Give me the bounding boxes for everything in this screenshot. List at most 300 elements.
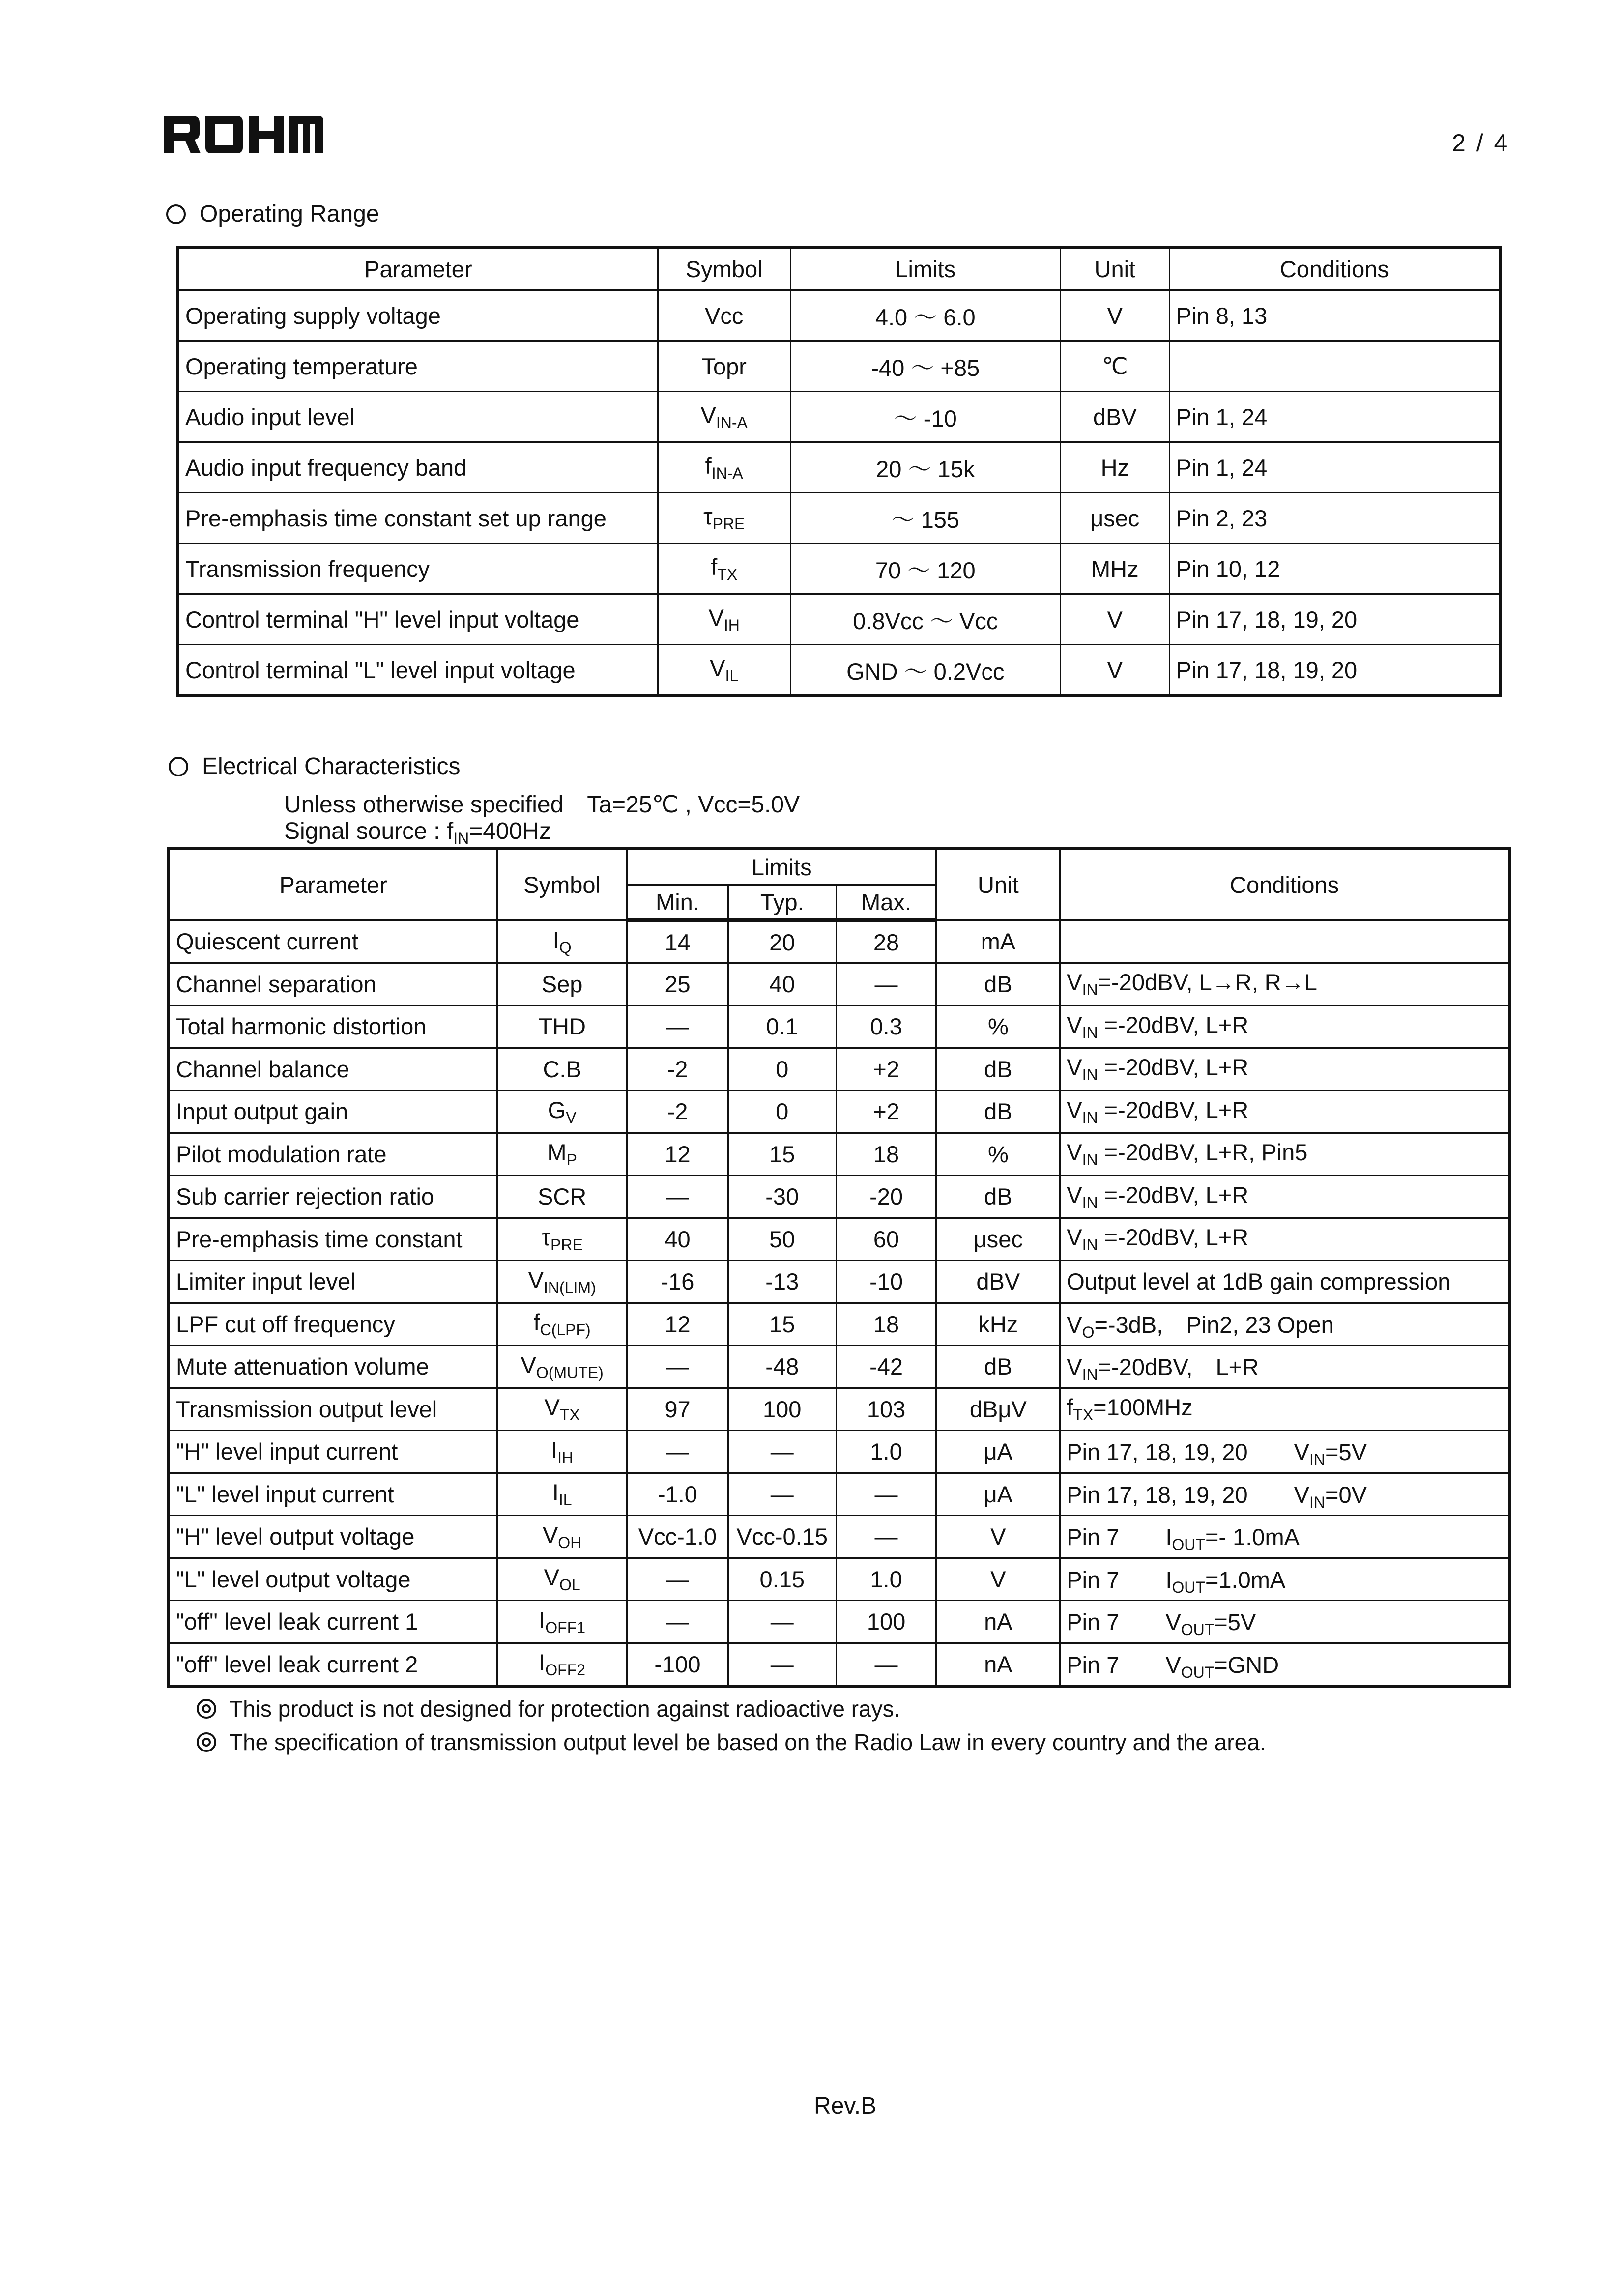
col-header: Unit: [936, 850, 1060, 920]
cell-min: -2: [627, 1091, 728, 1133]
electrical-characteristics-table: [169, 849, 1509, 1686]
condition-subscript: OUT: [1172, 1578, 1205, 1596]
cell-typ: -30: [728, 1176, 836, 1218]
cell-symbol: [497, 963, 627, 1005]
symbol-subscript: P: [566, 1151, 577, 1169]
cell-symbol: [497, 1643, 627, 1686]
symbol-main: V: [521, 1351, 536, 1378]
cell-parameter: Sub carrier rejection ratio: [170, 1176, 497, 1218]
table-row: [170, 1303, 1509, 1346]
cell-conditions: [1060, 1558, 1509, 1601]
symbol-subscript: IN(LIM): [543, 1278, 596, 1296]
table-row: [170, 963, 1509, 1005]
condition-subscript: O: [1082, 1323, 1095, 1341]
cell-conditions: Pin 1, 24: [1169, 442, 1499, 493]
condition-rest: =-20dBV, L+R, Pin5: [1098, 1139, 1308, 1166]
test-conditions: Unless otherwise specified Ta=25℃ , Vcc=5.0V: [284, 792, 800, 818]
table-row: [170, 1473, 1509, 1516]
cell-max: 18: [836, 1303, 936, 1346]
cell-parameter: Pre-emphasis time constant set up range: [179, 493, 658, 544]
cell-limits: ～ -10: [790, 392, 1060, 442]
cell-parameter: LPF cut off frequency: [170, 1303, 497, 1346]
cell-conditions: [1060, 1388, 1509, 1431]
cell-max: -10: [836, 1261, 936, 1303]
cell-parameter: "L" level input current: [170, 1473, 497, 1516]
table-row: [179, 594, 1500, 645]
cell-parameter: "L" level output voltage: [170, 1558, 497, 1601]
table-row: [179, 645, 1500, 695]
cell-min: 12: [627, 1303, 728, 1346]
symbol-main: Topr: [701, 353, 747, 379]
table-row: [170, 1048, 1509, 1091]
cell-parameter: "off" level leak current 2: [170, 1643, 497, 1686]
cell-symbol: [497, 1261, 627, 1303]
symbol-main: f: [711, 554, 718, 580]
cell-symbol: [497, 1431, 627, 1473]
cell-min: -100: [627, 1643, 728, 1686]
cell-typ: —: [728, 1601, 836, 1643]
table-row: [170, 1133, 1509, 1176]
cell-symbol: [658, 493, 790, 544]
cell-conditions: Pin 10, 12: [1169, 544, 1499, 594]
cell-parameter: Control terminal "L" level input voltage: [179, 645, 658, 695]
cell-parameter: "H" level output voltage: [170, 1516, 497, 1558]
condition-subscript: IN: [1082, 1366, 1098, 1384]
symbol-main: C.B: [543, 1056, 581, 1082]
condition-text: Pin 7 I: [1067, 1566, 1172, 1593]
condition-subscript: IN: [1082, 981, 1098, 999]
cell-max: -20: [836, 1176, 936, 1218]
cell-typ: 0: [728, 1091, 836, 1133]
cell-symbol: [658, 544, 790, 594]
condition-text: Pin 17, 18, 19, 20 V: [1067, 1481, 1310, 1508]
cell-parameter: "H" level input current: [170, 1431, 497, 1473]
cell-min: 12: [627, 1133, 728, 1176]
table-row: [170, 1516, 1509, 1558]
cell-min: —: [627, 1176, 728, 1218]
cell-limits: ～ 155: [790, 493, 1060, 544]
cell-unit: μsec: [1060, 493, 1169, 544]
condition-text: V: [1067, 1354, 1082, 1380]
condition-text: Pin 7 V: [1067, 1651, 1181, 1678]
signal-source-value: =400Hz: [469, 818, 551, 844]
col-header: Unit: [1060, 248, 1169, 290]
cell-max: 18: [836, 1133, 936, 1176]
page-number: 2 / 4: [1452, 129, 1510, 157]
revision: Rev.B: [814, 2093, 877, 2119]
col-header: Symbol: [658, 248, 790, 290]
symbol-main: I: [552, 926, 559, 953]
cell-typ: 0: [728, 1048, 836, 1091]
condition-text: V: [1067, 1054, 1082, 1081]
rohm-logo: [162, 112, 324, 155]
cell-symbol: [497, 1091, 627, 1133]
condition-subscript: IN: [1082, 1023, 1098, 1041]
condition-rest: =- 1.0mA: [1205, 1524, 1300, 1550]
condition-rest: =-20dBV, L+R: [1098, 1011, 1249, 1038]
cell-typ: —: [728, 1431, 836, 1473]
table-row: [179, 544, 1500, 594]
symbol-main: τ: [703, 503, 713, 529]
cell-min: —: [627, 1601, 728, 1643]
col-header-limits: Limits: [627, 850, 936, 885]
condition-text: V: [1067, 1011, 1082, 1038]
cell-typ: 15: [728, 1303, 836, 1346]
cell-conditions: [1060, 1643, 1509, 1686]
table-row: [170, 1558, 1509, 1601]
cell-min: -2: [627, 1048, 728, 1091]
symbol-main: V: [528, 1266, 544, 1293]
cell-limits: 20 ～ 15k: [790, 442, 1060, 493]
cell-min: -1.0: [627, 1473, 728, 1516]
cell-conditions: [1060, 1218, 1509, 1261]
cell-parameter: Input output gain: [170, 1091, 497, 1133]
condition-rest: =5V: [1325, 1439, 1367, 1465]
cell-conditions: [1060, 1303, 1509, 1346]
cell-unit: dB: [936, 963, 1060, 1005]
cell-max: 100: [836, 1601, 936, 1643]
cell-unit: μA: [936, 1473, 1060, 1516]
cell-conditions: [1060, 920, 1509, 963]
symbol-main: Sep: [541, 971, 583, 997]
cell-conditions: Pin 8, 13: [1169, 290, 1499, 341]
symbol-main: V: [700, 402, 716, 428]
cell-typ: 40: [728, 963, 836, 1005]
condition-rest: =100MHz: [1093, 1394, 1193, 1421]
symbol-main: I: [539, 1649, 546, 1676]
symbol-subscript: PRE: [550, 1236, 583, 1254]
table-header-row: [179, 248, 1500, 290]
cell-unit: %: [936, 1133, 1060, 1176]
condition-text: V: [1067, 969, 1082, 996]
cell-max: —: [836, 1516, 936, 1558]
cell-typ: —: [728, 1643, 836, 1686]
cell-conditions: Pin 2, 23: [1169, 493, 1499, 544]
cell-max: 1.0: [836, 1558, 936, 1601]
cell-parameter: Total harmonic distortion: [170, 1005, 497, 1048]
cell-unit: μA: [936, 1431, 1060, 1473]
cell-conditions: [1060, 1176, 1509, 1218]
section-operating-range: [166, 201, 379, 228]
table-row: [170, 1388, 1509, 1431]
cell-typ: 0.1: [728, 1005, 836, 1048]
cell-min: 40: [627, 1218, 728, 1261]
condition-rest: =-20dBV, L+R: [1098, 1354, 1259, 1380]
table-row: [170, 1005, 1509, 1048]
condition-subscript: IN: [1082, 1193, 1098, 1211]
cell-unit: dB: [936, 1048, 1060, 1091]
symbol-main: f: [705, 453, 712, 479]
condition-rest: =-20dBV, L+R: [1098, 1096, 1249, 1123]
cell-unit: nA: [936, 1643, 1060, 1686]
cell-symbol: [658, 341, 790, 392]
symbol-subscript: TX: [717, 566, 738, 583]
cell-max: —: [836, 1643, 936, 1686]
condition-subscript: TX: [1073, 1406, 1094, 1424]
symbol-subscript: IL: [725, 667, 739, 685]
col-header-typ: Typ.: [728, 885, 836, 920]
symbol-main: I: [551, 1436, 558, 1463]
cell-parameter: Control terminal "H" level input voltage: [179, 594, 658, 645]
symbol-main: V: [542, 1521, 558, 1548]
symbol-main: G: [548, 1096, 566, 1123]
note-text: The specification of transmission output level be based on the Radio Law in every country and the area.: [229, 1729, 1266, 1755]
condition-subscript: IN: [1082, 1108, 1098, 1126]
condition-subscript: OUT: [1181, 1621, 1215, 1639]
table-row: [179, 290, 1500, 341]
condition-text: V: [1067, 1224, 1082, 1251]
condition-subscript: IN: [1082, 1066, 1098, 1084]
symbol-subscript: Q: [559, 938, 572, 956]
cell-symbol: [497, 1176, 627, 1218]
cell-unit: V: [936, 1558, 1060, 1601]
condition-text: f: [1067, 1394, 1073, 1421]
condition-text: V: [1067, 1311, 1082, 1338]
cell-parameter: Channel separation: [170, 963, 497, 1005]
cell-parameter: Operating supply voltage: [179, 290, 658, 341]
cell-parameter: "off" level leak current 1: [170, 1601, 497, 1643]
cell-conditions: [1060, 1261, 1509, 1303]
cell-unit: dBV: [1060, 392, 1169, 442]
cell-conditions: [1169, 341, 1499, 392]
table-row: [170, 1601, 1509, 1643]
symbol-main: I: [552, 1479, 559, 1506]
cell-limits: 0.8Vcc ～ Vcc: [790, 594, 1060, 645]
note: [197, 1729, 1266, 1755]
condition-subscript: IN: [1309, 1451, 1326, 1469]
cell-symbol: [658, 645, 790, 695]
cell-symbol: [497, 1473, 627, 1516]
cell-limits: 4.0 ～ 6.0: [790, 290, 1060, 341]
condition-rest: =-20dBV, L+R: [1098, 1224, 1249, 1251]
cell-conditions: [1060, 1473, 1509, 1516]
cell-symbol: [497, 1048, 627, 1091]
cell-parameter: Operating temperature: [179, 341, 658, 392]
table-row: [170, 1643, 1509, 1686]
cell-typ: 0.15: [728, 1558, 836, 1601]
bullet-circle-icon: [169, 757, 188, 776]
col-header-min: Min.: [627, 885, 728, 920]
cell-limits: -40 ～ +85: [790, 341, 1060, 392]
cell-typ: —: [728, 1473, 836, 1516]
condition-rest: =0V: [1325, 1481, 1367, 1508]
cell-unit: %: [936, 1005, 1060, 1048]
symbol-main: V: [544, 1394, 560, 1421]
cell-unit: dB: [936, 1346, 1060, 1388]
table-row: [170, 1218, 1509, 1261]
cell-unit: kHz: [936, 1303, 1060, 1346]
cell-symbol: [497, 1601, 627, 1643]
cell-symbol: [497, 1558, 627, 1601]
cell-symbol: [658, 392, 790, 442]
operating-range-table: [178, 247, 1500, 696]
col-header: Conditions: [1060, 850, 1509, 920]
cell-unit: V: [1060, 645, 1169, 695]
symbol-subscript: OFF2: [545, 1661, 586, 1679]
cell-symbol: [497, 1303, 627, 1346]
cell-parameter: Channel balance: [170, 1048, 497, 1091]
cell-typ: 100: [728, 1388, 836, 1431]
cell-max: 1.0: [836, 1431, 936, 1473]
cell-parameter: Audio input frequency band: [179, 442, 658, 493]
condition-text: V: [1067, 1096, 1082, 1123]
cell-min: 14: [627, 920, 728, 963]
symbol-subscript: O(MUTE): [536, 1363, 604, 1381]
cell-parameter: Audio input level: [179, 392, 658, 442]
cell-parameter: Pre-emphasis time constant: [170, 1218, 497, 1261]
col-header-max: Max.: [836, 885, 936, 920]
cell-symbol: [497, 1218, 627, 1261]
condition-rest: =-20dBV, L+R: [1098, 1054, 1249, 1081]
cell-parameter: Transmission frequency: [179, 544, 658, 594]
condition-subscript: IN: [1309, 1493, 1326, 1511]
cell-unit: dB: [936, 1176, 1060, 1218]
cell-unit: V: [1060, 290, 1169, 341]
symbol-main: Vcc: [705, 302, 744, 329]
cell-typ: 20: [728, 920, 836, 963]
cell-unit: nA: [936, 1601, 1060, 1643]
section-title: Electrical Characteristics: [202, 753, 461, 779]
condition-rest: =GND: [1214, 1651, 1279, 1678]
cell-unit: V: [936, 1516, 1060, 1558]
cell-min: 97: [627, 1388, 728, 1431]
note: [197, 1695, 900, 1722]
cell-parameter: Pilot modulation rate: [170, 1133, 497, 1176]
symbol-subscript: IH: [723, 616, 740, 634]
symbol-subscript: OL: [559, 1576, 580, 1594]
symbol-main: SCR: [538, 1183, 587, 1210]
signal-source: [284, 818, 551, 848]
cell-limits: 70 ～ 120: [790, 544, 1060, 594]
condition-text: Pin 7 I: [1067, 1524, 1172, 1550]
symbol-subscript: IH: [557, 1448, 574, 1466]
symbol-main: f: [533, 1309, 540, 1336]
cell-typ: 50: [728, 1218, 836, 1261]
cell-parameter: Transmission output level: [170, 1388, 497, 1431]
condition-rest: =-20dBV, L+R: [1098, 1181, 1249, 1208]
cell-min: 25: [627, 963, 728, 1005]
table-row: [179, 392, 1500, 442]
table-header-row: [170, 850, 1509, 885]
cell-symbol: [497, 920, 627, 963]
cell-symbol: [497, 1516, 627, 1558]
cell-parameter: Mute attenuation volume: [170, 1346, 497, 1388]
col-header: Limits: [790, 248, 1060, 290]
cell-conditions: [1060, 1091, 1509, 1133]
cell-unit: dB: [936, 1091, 1060, 1133]
cell-symbol: [497, 1346, 627, 1388]
symbol-main: V: [708, 604, 724, 631]
cell-unit: Hz: [1060, 442, 1169, 493]
condition-rest: =-3dB, Pin2, 23 Open: [1094, 1311, 1334, 1338]
symbol-subscript: IL: [558, 1491, 572, 1509]
symbol-main: I: [539, 1607, 546, 1633]
cell-min: -16: [627, 1261, 728, 1303]
cell-typ: -48: [728, 1346, 836, 1388]
cell-conditions: Pin 1, 24: [1169, 392, 1499, 442]
note-text: This product is not designed for protection against radioactive rays.: [229, 1696, 900, 1722]
signal-source-label: Signal source : f: [284, 818, 454, 844]
cell-symbol: [497, 1005, 627, 1048]
cell-conditions: [1060, 1133, 1509, 1176]
symbol-main: M: [547, 1139, 567, 1166]
cell-min: —: [627, 1431, 728, 1473]
col-header: Symbol: [497, 850, 627, 920]
cell-symbol: [658, 290, 790, 341]
condition-text: Pin 17, 18, 19, 20 V: [1067, 1439, 1310, 1465]
symbol-main: THD: [538, 1013, 586, 1040]
condition-subscript: OUT: [1172, 1536, 1205, 1554]
table-row: [170, 1261, 1509, 1303]
condition-text: V: [1067, 1139, 1082, 1166]
cell-conditions: [1060, 1048, 1509, 1091]
table-row: [170, 1346, 1509, 1388]
cell-conditions: [1060, 1431, 1509, 1473]
cell-unit: mA: [936, 920, 1060, 963]
cell-conditions: [1060, 1601, 1509, 1643]
cell-typ: -13: [728, 1261, 836, 1303]
table-row: [170, 920, 1509, 963]
cell-max: 103: [836, 1388, 936, 1431]
double-circle-icon: [197, 1699, 216, 1719]
table-row: [170, 1176, 1509, 1218]
cell-min: —: [627, 1005, 728, 1048]
cell-conditions: [1060, 1516, 1509, 1558]
cell-max: 60: [836, 1218, 936, 1261]
condition-rest: =1.0mA: [1205, 1566, 1286, 1593]
cell-limits: GND ～ 0.2Vcc: [790, 645, 1060, 695]
col-header: Conditions: [1169, 248, 1499, 290]
cell-unit: V: [1060, 594, 1169, 645]
table-row: [179, 341, 1500, 392]
symbol-subscript: OFF1: [545, 1618, 586, 1636]
condition-subscript: IN: [1082, 1151, 1098, 1169]
cell-conditions: [1060, 963, 1509, 1005]
cell-symbol: [658, 594, 790, 645]
condition-rest: =-20dBV, L→R, R→L: [1098, 969, 1317, 996]
subscript: IN: [453, 830, 469, 847]
condition-text: Output level at 1dB gain compression: [1067, 1268, 1451, 1295]
symbol-subscript: IN-A: [716, 414, 748, 431]
section-title: Operating Range: [200, 201, 379, 227]
bullet-circle-icon: [166, 204, 186, 224]
cell-unit: dBμV: [936, 1388, 1060, 1431]
table-row: [170, 1431, 1509, 1473]
cell-conditions: Pin 17, 18, 19, 20: [1169, 594, 1499, 645]
symbol-subscript: V: [566, 1108, 577, 1126]
symbol-subscript: C(LPF): [540, 1321, 591, 1339]
cell-max: 28: [836, 920, 936, 963]
cell-symbol: [497, 1388, 627, 1431]
section-electrical-characteristics: [169, 753, 460, 780]
table-row: [179, 493, 1500, 544]
cell-symbol: [497, 1133, 627, 1176]
cell-min: Vcc-1.0: [627, 1516, 728, 1558]
condition-subscript: IN: [1082, 1236, 1098, 1254]
double-circle-icon: [197, 1732, 216, 1752]
cell-max: 0.3: [836, 1005, 936, 1048]
cell-min: —: [627, 1558, 728, 1601]
cell-unit: dBV: [936, 1261, 1060, 1303]
cell-conditions: [1060, 1005, 1509, 1048]
cell-conditions: [1060, 1346, 1509, 1388]
col-header: Parameter: [179, 248, 658, 290]
symbol-main: τ: [541, 1224, 551, 1251]
condition-rest: =5V: [1214, 1609, 1256, 1636]
cell-unit: ℃: [1060, 341, 1169, 392]
cell-unit: MHz: [1060, 544, 1169, 594]
cell-max: +2: [836, 1091, 936, 1133]
